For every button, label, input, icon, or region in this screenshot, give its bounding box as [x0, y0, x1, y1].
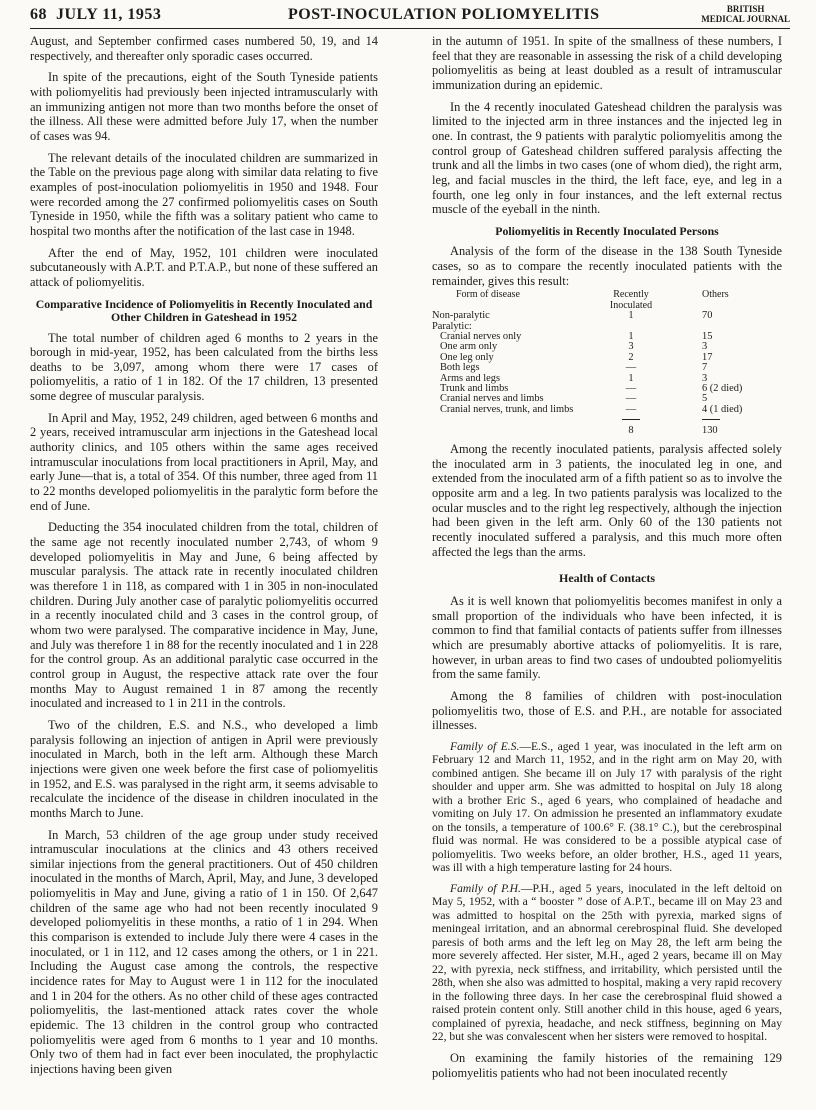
paragraph: Among the recently inoculated patients, paralysis affected solely the inoculated arm in 3 patients, the inoculated leg in one, and extended from the inoculated arm of a fifth patient so as to involve the opposite arm and a leg. In two patients paralysis was localized to the ocular muscles and to the right leg respectively, although the injection had been given in the left arm. Only 60 of the 130 patients not recently inoculated suffered a paralysis, and this much more often affected the legs than the arms. [432, 442, 782, 559]
table-cell: — [625, 362, 637, 374]
table-cell: — [625, 403, 637, 415]
paragraph: in the autumn of 1951. In spite of the smallness of these numbers, I feel that they are reasonable in assessing the risk of a child developing poliomyelitis as being at least doubled as a result of intramuscular immunization during an epidemic. [432, 34, 782, 92]
table-cell: 2 [628, 351, 634, 363]
table-cell: One arm only [440, 341, 498, 353]
table-cell: 5 [702, 393, 708, 405]
table-cell: 15 [702, 330, 713, 342]
paragraph: August, and September confirmed cases numbered 50, 19, and 14 respectively, and thereafter only sporadic cases occurred. [30, 34, 378, 63]
table-cell: Cranial nerves and limbs [440, 393, 544, 405]
table-header-row [432, 290, 782, 311]
paragraph: As it is well known that poliomyelitis becomes manifest in only a small proportion of the individuals who have been infected, it is common to find that familial contacts of patients suffer from illnesses which are presumably abortive attacks of poliomyelitis. It is rare, however, in urban areas to find two cases of undoubted poliomyelitis from the same family. [432, 593, 782, 682]
paragraph: On examining the family histories of the remaining 129 poliomyelitis patients who had not been inoculated recently [432, 1050, 782, 1080]
paragraph: After the end of May, 1952, 101 children were inoculated subcutaneously with A.P.T. and P.T.A.P., but none of these suffered an attack of poliomyelitis. [30, 245, 378, 289]
paragraph: The total number of children aged 6 months to 2 years in the borough in mid-year, 1952, has been calculated from the births less deaths to be 3,097, among whom there were 17 cases of poliomyelitis, a ratio of 1 in 182. Of the 17 children, 13 presented some degree of muscular paralysis. [30, 330, 378, 404]
table-total-row [432, 415, 782, 436]
paragraph: In March, 53 children of the age group under study received intramuscular inoculations at the clinics and 43 others received similar injections from the general practitioners. Out of 450 children inoculated in the months of March, April, May, and June, 3 developed poliomyelitis in May and June, giving a ratio of 1 in 150. Of 2,647 children of the same age who had not been recently inoculated 9 developed poliomyelitis in these months, a ratio of 1 in 294. When this comparison is extended to include July there were 4 cases in the inoculated, or 1 in 112, and 12 cases among the others, or 1 in 221. Including the August case among the controls, the respective incidence rates for May to August were 1 in 112 for the inoculated and 1 in 204 for the others. As no other child of these ages contracted poliomyelitis, the last-mentioned attack rates cover the whole epidemic. The 13 children in the control group who contracted poliomyelitis were aged from 6 months to 1 year and 10 months. Only two of them had in fact ever been inoculated, the prophylactic injections having been given [30, 827, 378, 1076]
form-of-disease-table [432, 290, 782, 436]
table-cell: One leg only [440, 351, 494, 363]
table-row [432, 353, 782, 363]
table-cell: 1 [628, 372, 634, 384]
table-cell: Paralytic: [432, 320, 472, 332]
table-cell: 1 [628, 310, 634, 322]
paragraph: Analysis of the form of the disease in the 138 South Tyneside cases, so as to compare the recently inoculated patients with the remainder, gives this result: [432, 244, 782, 288]
table-cell: Both legs [440, 362, 480, 374]
paragraph: In the 4 recently inoculated Gateshead children the paralysis was limited to the injected arm in three instances and the injected leg in one. In contrast, the 9 patients with paralytic poliomyelitis among the control group of Gateshead children suffered paralysis affecting the trunk and all the limbs in two cases (one of whom died), the right arm, leg, and facial muscles in the third, the left face, eye, and leg in a fourth, one leg only in four instances, and the left external rectus muscle of the eyeball in the ninth. [432, 99, 782, 217]
table-cell: Arms and legs [440, 372, 501, 384]
paragraph: Deducting the 354 inoculated children from the total, children of the same age not recently inoculated number 2,743, of whom 9 developed poliomyelitis in May and June, 6 being affected by muscular paralysis. The attack rate in recently inoculated children was therefore 1 in 118, as compared with 1 in 305 in non-inoculated children. During July another case of paralytic poliomyelitis occurred in a recently inoculated child and 3 cases in the control group, of whom two were paralysed. The comparative incidence in May, June, and July was therefore 1 in 88 for the recently inoculated and 1 in 228 for the control group. As an additional paralytic case occurred in the control group in August, the respective attack rate over the four months May to August remained 1 in 87 among the recently inoculated and increased to 1 in 211 in the controls. [30, 520, 378, 711]
table-cell: 17 [702, 351, 713, 363]
table-cell: Cranial nerves, trunk, and limbs [440, 403, 574, 415]
section-heading: Poliomyelitis in Recently Inoculated Persons [495, 223, 719, 238]
paragraph: Among the 8 families of children with post-inoculation poliomyelitis two, those of E.S. and P.H., are notable for associated illnesses. [432, 688, 782, 733]
right-column [432, 34, 782, 1080]
table-cell: Non-paralytic [432, 310, 490, 322]
table-cell: 7 [702, 362, 708, 374]
left-column [30, 34, 378, 1077]
table-cell: — [625, 383, 637, 394]
paragraph: In April and May, 1952, 249 children, aged between 6 months and 2 years, received intramuscular arm injections in the Gateshead local authority clinics, and 105 others within the same ages received intramuscular inoculations from local practitioners in April, May, and early June—that is, a total of 354. Of this number, three aged from 11 to 22 months developed poliomyelitis in the paralytic form before the end of June. [30, 410, 378, 513]
page-header [30, 4, 790, 34]
column-header: Form of disease [456, 289, 520, 301]
page-number-and-date: 68 JULY 11, 1953 [30, 6, 162, 23]
section-heading: Comparative Incidence of Poliomyelitis in Recently Inoculated and Other Children in Gateshead in 1952 [35, 296, 373, 324]
case-report-es: Family of E.S.—E.S., aged 1 year, was inoculated in the left arm on February 12 and March 11, 1952, and in the right arm on May 20, with combined antigen. She became ill on July 17 with paralysis of the right shoulder and upper arm. She was admitted to hospital on July 18 along with a brother Eric S., aged 6 years, who complained of headache and vomiting on July 17. On admission he presented an inflammatory exudate on the tonsils, a temperature of 100.6° F. (38.1° C.), but the cerebrospinal fluid was normal. He was considered to be a possible atypical case of poliomyelitis. Two weeks before, an older brother, H.S., aged 11 years, was ill with a high temperature lasting for 24 hours. [432, 739, 782, 875]
column-header: Recently Inoculated [609, 289, 653, 311]
table-cell: Trunk and limbs [440, 383, 509, 394]
header-rule [30, 28, 790, 29]
paragraph: The relevant details of the inoculated children are summarized in the Table on the previous page along with similar data relating to five examples of post-inoculation poliomyelitis in 1950 and 1948. Four were recorded among the 27 confirmed poliomyelitis cases on South Tyneside in 1950, while the fifth was a solitary patient who came to hospital two months after the notification of the last case in 1948. [30, 150, 378, 238]
table-cell: 3 [628, 341, 634, 353]
table-row [432, 405, 782, 415]
column-header: Others [702, 289, 729, 301]
table-cell: 6 (2 died) [702, 383, 743, 394]
running-title: POST-INOCULATION POLIOMYELITIS [288, 6, 600, 23]
table-cell: 1 [628, 330, 634, 342]
table-cell: 3 [702, 372, 708, 384]
section-heading: Health of Contacts [559, 571, 655, 586]
table-cell: 70 [702, 310, 713, 322]
table-cell: 8 [604, 415, 658, 436]
journal-name: BRITISH MEDICAL JOURNAL [701, 4, 790, 24]
table-cell: 4 (1 died) [702, 403, 743, 415]
case-report-ph: Family of P.H.—P.H., aged 5 years, inoculated in the left deltoid on May 5, 1952, with a “ booster ” dose of A.P.T., became ill on May 23 and was admitted to hospital on the 25th with pyrexia, marked signs of meningeal irritation, and an abnormal cerebrospinal fluid. She developed paresis of both arms and the left leg on May 28, the left arm being the more severely affected. Her sister, M.H., aged 2 years, became ill on May 22, with pyrexia, neck stiffness, and irritability, which persisted until the 28th, when she also was admitted to hospital, making a very rapid recovery in the following three days. In her case the cerebrospinal fluid showed a raised protein content only. Still another child in this house, aged 6 years, complained of pyrexia, headache, and neck stiffness, beginning on May 22, but she was convalescent when her sisters were removed to hospital. [432, 881, 782, 1044]
table-cell: 130 [658, 415, 782, 436]
paragraph: Two of the children, E.S. and N.S., who developed a limb paralysis following an injection of antigen in April were previously inoculated in March, both in the left arm. Although these March injections were given one week before the first case of poliomyelitis in 1952, and E.S. was paralysed in the right arm, it seems advisable to recalculate the incidence of the disease in children inoculated in the months March to June. [30, 717, 378, 820]
table-cell: Cranial nerves only [440, 330, 522, 342]
table-row [432, 311, 782, 321]
table-cell: — [625, 393, 637, 405]
table-cell: 3 [702, 341, 708, 353]
paragraph: In spite of the precautions, eight of the South Tyneside patients with poliomyelitis had previously been injected intramuscularly with an immunizing antigen not more than two months before the onset of the illness. All these were admitted before July 17, when the number of cases was 94. [30, 70, 378, 143]
table-cell [658, 322, 782, 332]
